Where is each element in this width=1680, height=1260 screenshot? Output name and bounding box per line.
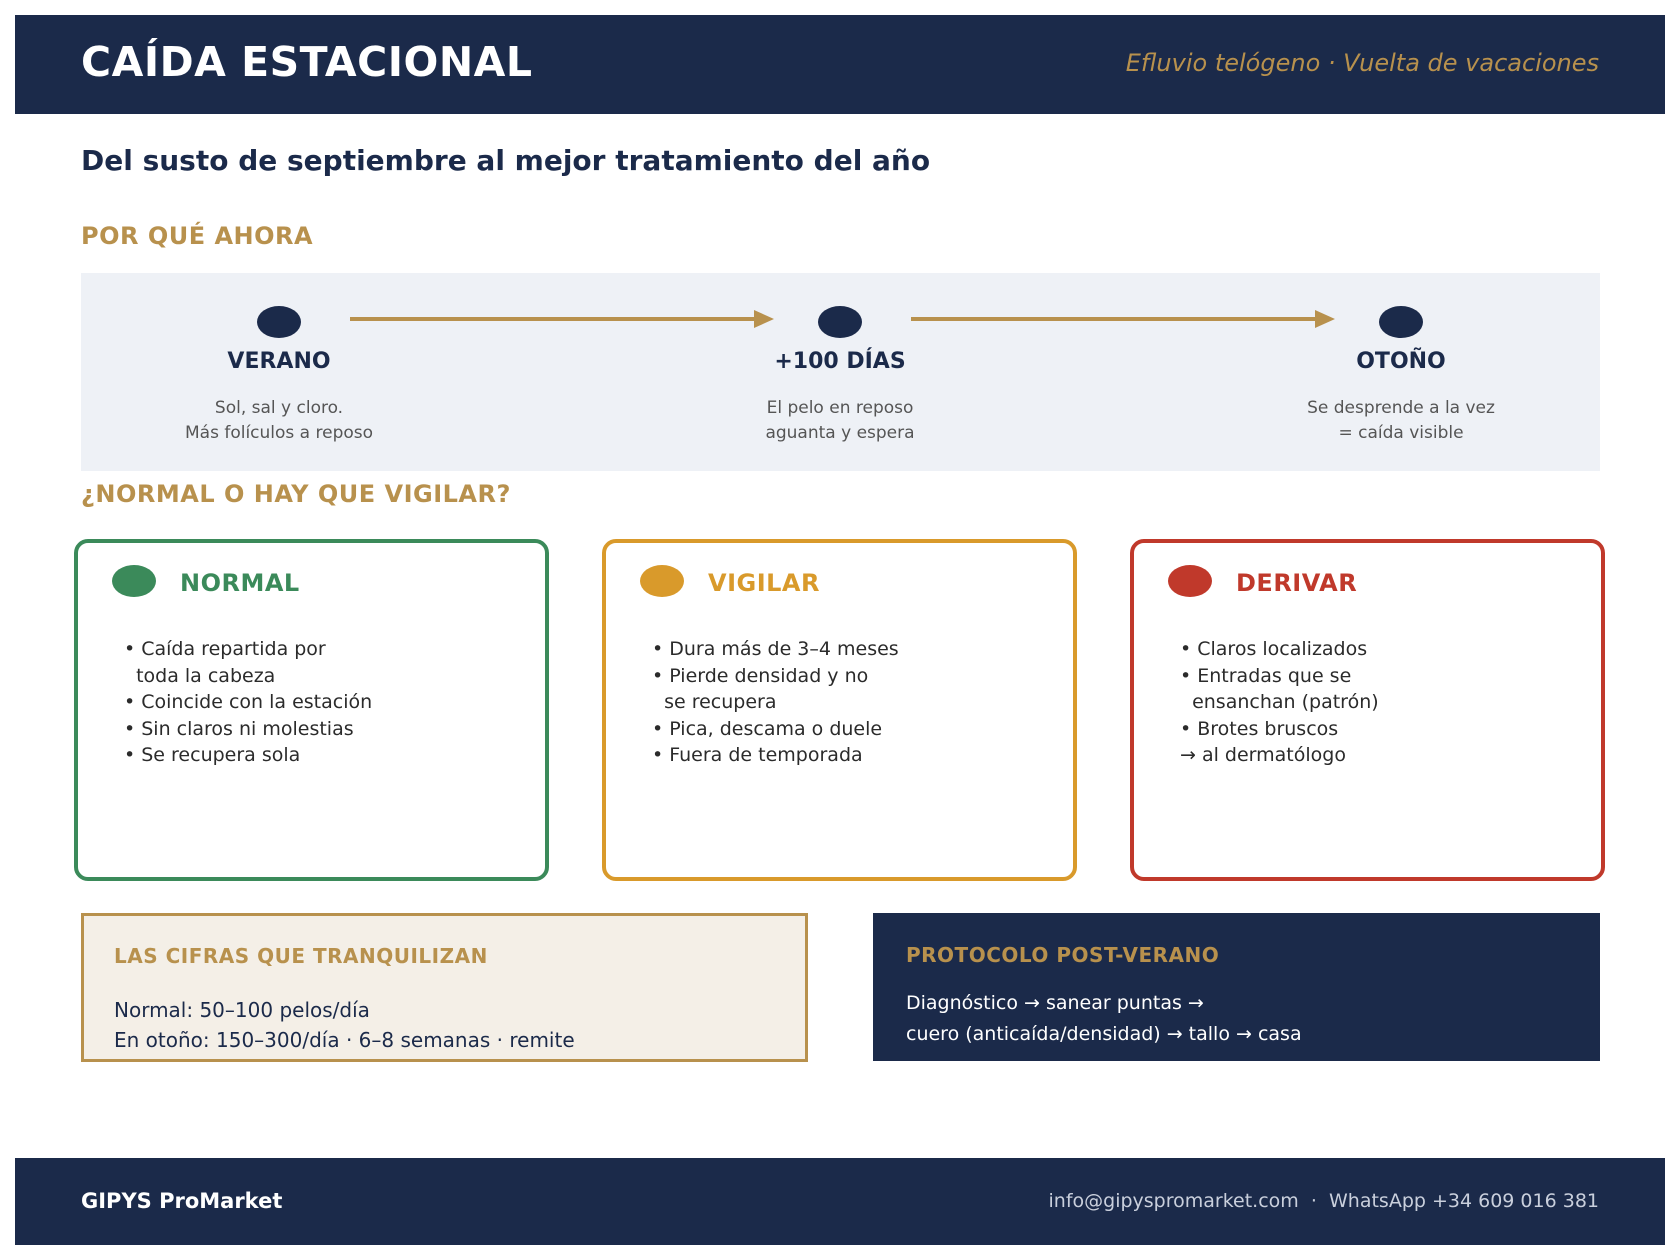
status-dot-icon: [640, 565, 684, 597]
list-item: • Entradas que se: [1180, 664, 1352, 687]
list-item: • Pica, descama o duele: [652, 717, 883, 740]
figures-box: [81, 913, 808, 1062]
list-item: • Sin claros ni molestias: [124, 717, 354, 740]
card-list: [124, 636, 372, 769]
timeline-step-100-dias: [670, 306, 1010, 446]
protocol-box-title: PROTOCOLO POST-VERANO: [906, 943, 1220, 967]
list-item: • Dura más de 3–4 meses: [652, 638, 899, 660]
timeline-step-desc: El pelo en reposo aguanta y espera: [765, 398, 915, 443]
figures-line: En otoño: 150–300/día · 6–8 semanas · remite: [114, 1028, 575, 1052]
timeline-step-label: +100 DÍAS: [774, 349, 906, 374]
card-vigilar: [602, 539, 1077, 881]
card-title: NORMAL: [180, 569, 300, 597]
list-item: • Caída repartida por: [124, 638, 326, 660]
figures-line: Normal: 50–100 pelos/día: [114, 998, 370, 1022]
status-dot-icon: [1168, 565, 1212, 597]
timeline-step-otono: [1231, 306, 1571, 446]
list-item: toda la cabeza: [124, 664, 276, 687]
list-item: • Pierde densidad y no: [652, 664, 869, 687]
header-banner: [15, 15, 1665, 114]
list-item: • Claros localizados: [1180, 638, 1368, 660]
section-title-normal-or-watch: ¿NORMAL O HAY QUE VIGILAR?: [81, 480, 511, 508]
timeline-step-label: VERANO: [227, 349, 331, 374]
list-item: → al dermatólogo: [1180, 744, 1346, 766]
timeline-dot-icon: [257, 306, 301, 338]
card-title: VIGILAR: [708, 569, 820, 597]
card-normal: [74, 539, 549, 881]
page-title: CAÍDA ESTACIONAL: [81, 38, 533, 86]
card-title: DERIVAR: [1236, 569, 1358, 597]
page-subtitle: Efluvio telógeno · Vuelta de vacaciones: [1125, 49, 1599, 77]
list-item: se recupera: [652, 691, 777, 713]
list-item: • Coincide con la estación: [124, 691, 373, 713]
timeline-dot-icon: [818, 306, 862, 338]
list-item: • Brotes bruscos: [1180, 717, 1339, 740]
list-item: ensanchan (patrón): [1180, 691, 1379, 713]
protocol-box: [873, 913, 1600, 1061]
figures-box-title: LAS CIFRAS QUE TRANQUILIZAN: [114, 944, 488, 968]
protocol-line: Diagnóstico → sanear puntas →: [906, 992, 1204, 1014]
timeline-dot-icon: [1379, 306, 1423, 338]
footer-contact: info@gipyspromarket.com · WhatsApp +34 609 016 381: [1048, 1190, 1599, 1212]
timeline-step-label: OTOÑO: [1356, 349, 1446, 374]
protocol-line: cuero (anticaída/densidad) → tallo → casa: [906, 1023, 1302, 1045]
timeline-step-desc: Sol, sal y cloro. Más folículos a reposo: [184, 398, 374, 443]
card-list: [1180, 636, 1379, 769]
list-item: • Se recupera sola: [124, 744, 301, 766]
list-item: • Fuera de temporada: [652, 744, 863, 766]
timeline-step-verano: [109, 306, 449, 446]
status-dot-icon: [112, 565, 156, 597]
card-list: [652, 636, 899, 769]
figures-box-text: [114, 995, 575, 1055]
section-title-why-now: POR QUÉ AHORA: [81, 222, 314, 250]
protocol-box-text: [906, 988, 1302, 1050]
card-derivar: [1130, 539, 1605, 881]
footer-bar: [15, 1158, 1665, 1245]
footer-brand: GIPYS ProMarket: [81, 1189, 283, 1213]
headline: Del susto de septiembre al mejor tratamiento del año: [81, 144, 931, 177]
timeline-step-desc: Se desprende a la vez = caída visible: [1307, 398, 1495, 443]
